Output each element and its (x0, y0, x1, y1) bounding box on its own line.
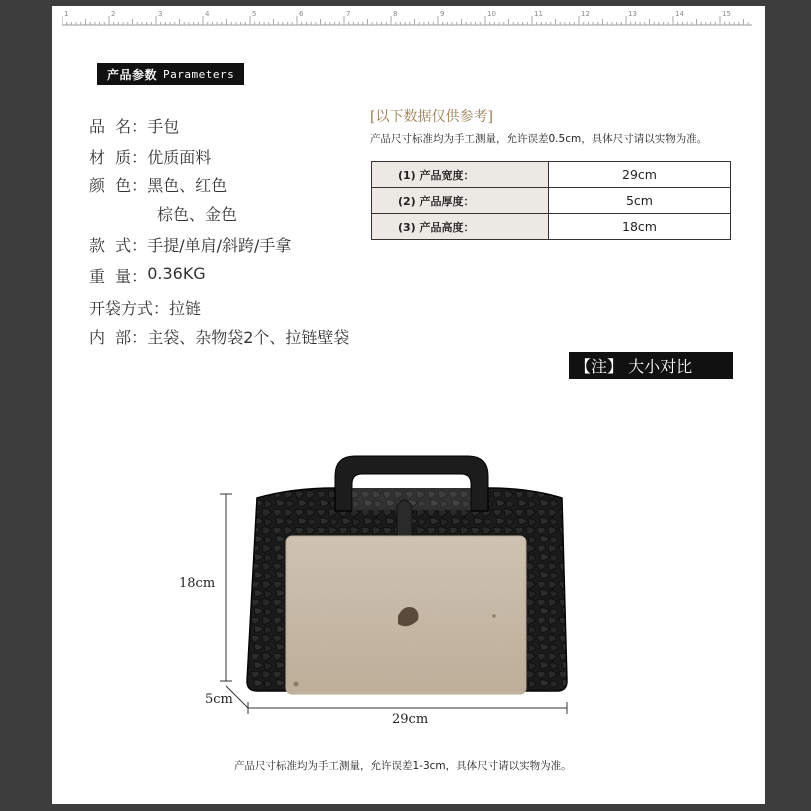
ruler-number: 8 (393, 10, 398, 18)
ruler-number: 14 (675, 10, 684, 18)
size-label: (1) 产品宽度： (372, 162, 549, 188)
ruler-number: 13 (628, 10, 637, 18)
size-value: 29cm (549, 162, 731, 188)
ruler-ticks (62, 10, 752, 26)
spec-value: 黑色、红色 (147, 176, 228, 195)
spec-key: 重 量： (89, 267, 148, 286)
width-dimension-label: 29cm (392, 712, 429, 727)
depth-dimension-label: 5cm (205, 692, 233, 707)
spec-value: 棕色、金色 (157, 205, 238, 224)
spec-row-opening (89, 296, 201, 319)
size-value: 5cm (549, 188, 731, 214)
spec-value: 手提/单肩/斜跨/手拿 (147, 236, 292, 255)
reference-note: 产品尺寸标准均为手工测量，允许误差0.5cm，具体尺寸请以实物为准。 (370, 133, 708, 145)
spec-row-color (89, 173, 227, 196)
ruler-number: 15 (722, 10, 731, 18)
ruler-number: 11 (534, 10, 543, 18)
size-comparison-banner: 【注】 大小对比 (569, 352, 733, 379)
spec-key: 款 式： (89, 236, 148, 255)
product-detail-page (52, 6, 765, 804)
spec-row-color-cont (157, 202, 237, 225)
table-row (372, 162, 731, 188)
ruler-number: 10 (487, 10, 496, 18)
ruler-number: 1 (64, 10, 69, 18)
spec-row-weight (89, 264, 206, 287)
size-comparison-illustration (52, 436, 765, 736)
table-row (372, 188, 731, 214)
spec-value: 手包 (147, 117, 180, 136)
size-value: 18cm (549, 214, 731, 240)
height-dimension-label: 18cm (179, 576, 216, 591)
ruler-number: 3 (158, 10, 163, 18)
spec-value: 拉链 (169, 299, 202, 318)
spec-row-name (89, 114, 179, 137)
spec-key: 内 部： (89, 328, 148, 347)
size-label: (3) 产品高度： (372, 214, 549, 240)
parameters-header (97, 63, 244, 85)
ruler-number: 7 (346, 10, 351, 18)
spec-row-style (89, 233, 291, 256)
table-row (372, 214, 731, 240)
reference-title: [以下数据仅供参考] (370, 109, 493, 125)
ruler-number: 2 (111, 10, 116, 18)
ruler-number: 4 (205, 10, 210, 18)
ruler-number: 12 (581, 10, 590, 18)
parameters-header-en: Parameters (163, 67, 235, 81)
spec-key: 材 质： (89, 148, 148, 167)
footer-note: 产品尺寸标准均为手工测量，允许误差1-3cm，具体尺寸请以实物为准。 (234, 760, 572, 772)
size-label: (2) 产品厚度： (372, 188, 549, 214)
spec-key: 颜 色： (89, 176, 148, 195)
spec-value: 主袋、杂物袋2个、拉链壁袋 (147, 328, 350, 347)
ruler (62, 10, 752, 26)
ruler-number: 9 (440, 10, 445, 18)
size-table (371, 161, 731, 240)
spec-value: 优质面料 (147, 148, 212, 167)
tablet-comparison (286, 536, 526, 694)
spec-key: 品 名： (89, 117, 148, 136)
ruler-number: 5 (252, 10, 257, 18)
ruler-number: 6 (299, 10, 304, 18)
parameters-header-cn: 产品参数 (107, 67, 158, 82)
spec-value: 0.36KG (147, 264, 206, 283)
spec-key: 开袋方式： (89, 299, 170, 318)
spec-row-material (89, 145, 211, 168)
spec-row-interior (89, 325, 349, 348)
